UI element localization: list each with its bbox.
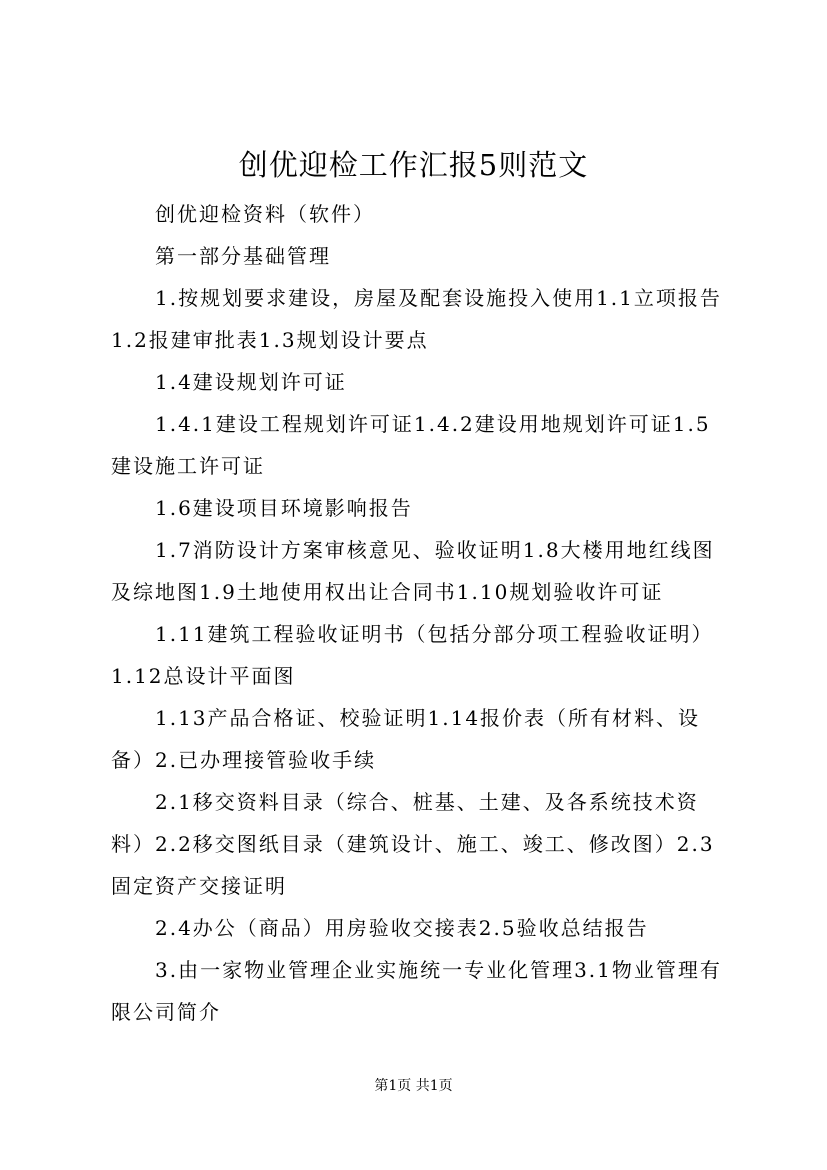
paragraph: 1.11建筑工程验收证明书（包括分部分项工程验收证明）1.12总设计平面图 xyxy=(111,622,714,688)
paragraph: 1.6建设项目环境影响报告 xyxy=(155,496,413,520)
paragraph: 2.1移交资料目录（综合、桩基、土建、及各系统技术资料）2.2移交图纸目录（建筑设计、施工、竣工、修改图）2.3固定资产交接证明 xyxy=(111,790,715,898)
paragraph: 3.由一家物业管理企业实施统一专业化管理3.1物业管理有限公司简介 xyxy=(111,958,722,1024)
paragraph: 1.按规划要求建设，房屋及配套设施投入使用1.1立项报告1.2报建审批表1.3规划设计要点 xyxy=(111,286,722,352)
paragraph: 1.13产品合格证、校验证明1.14报价表（所有材料、设备）2.已办理接管验收手续 xyxy=(111,706,701,772)
paragraph: 2.4办公（商品）用房验收交接表2.5验收总结报告 xyxy=(155,916,649,940)
paragraph: 第一部分基础管理 xyxy=(155,244,331,268)
document-body xyxy=(111,193,723,1033)
paragraph: 1.4建设规划许可证 xyxy=(155,370,347,394)
paragraph: 创优迎检资料（软件） xyxy=(155,202,375,226)
document-title: 创优迎检工作汇报5则范文 xyxy=(238,148,589,182)
page-footer: 第1页 共1页 xyxy=(374,1078,453,1094)
paragraph: 1.4.1建设工程规划许可证1.4.2建设用地规划许可证1.5建设施工许可证 xyxy=(111,412,711,478)
paragraph: 1.7消防设计方案审核意见、验收证明1.8大楼用地红线图及综地图1.9土地使用权出让合同书1.10规划验收许可证 xyxy=(111,538,715,604)
